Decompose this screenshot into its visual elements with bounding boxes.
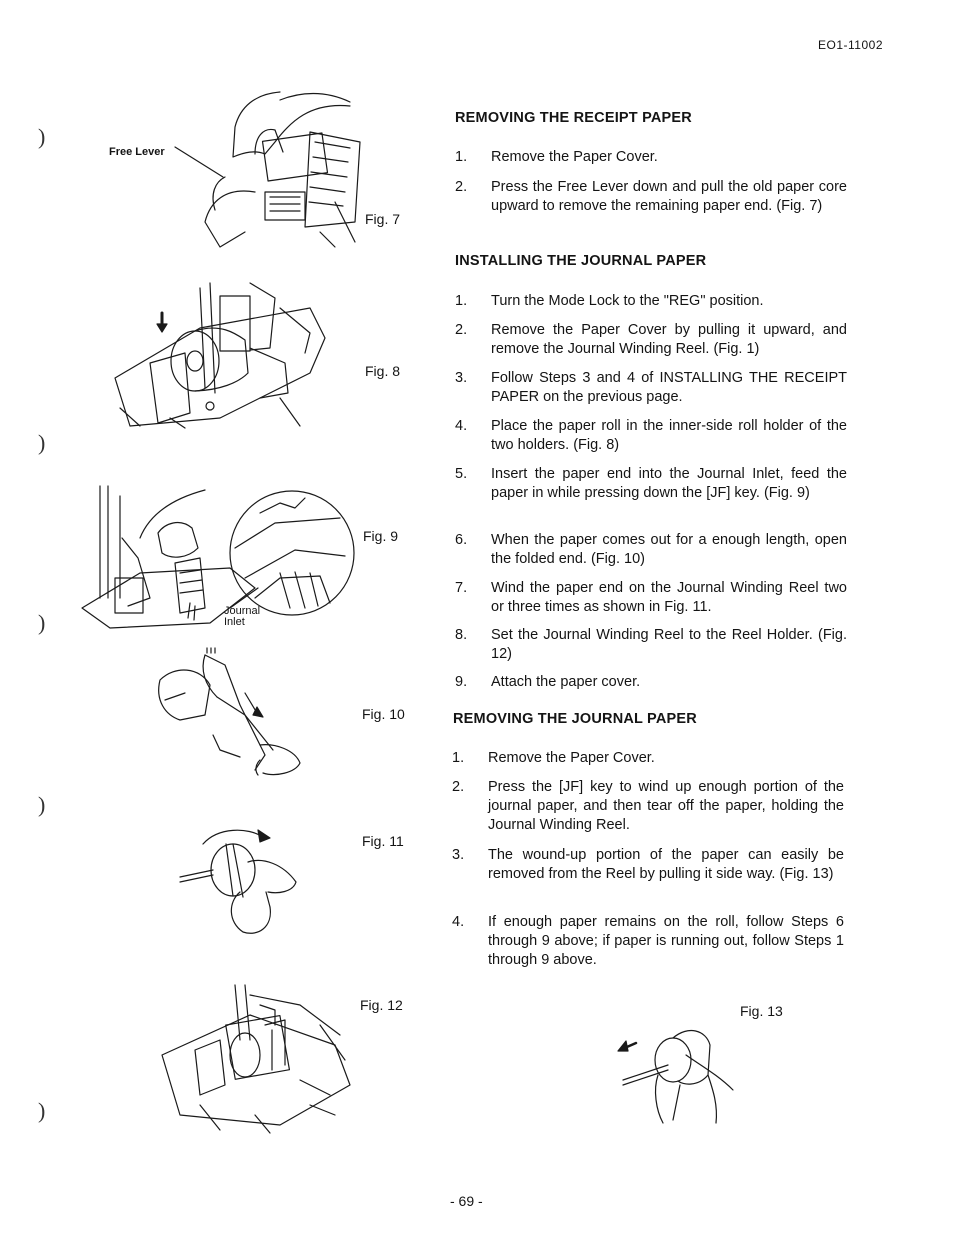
margin-mark-5: ) — [38, 1098, 46, 1123]
fig9-illustration — [80, 478, 360, 643]
step-number: 1. — [452, 750, 465, 766]
step-text: Insert the paper end into the Journal Inlet, feed the paper in while pressing down the [JF] key. (Fig. 9) — [491, 466, 847, 501]
fig10-label: Fig. 10 — [362, 706, 405, 722]
step-text: Set the Journal Winding Reel to the Reel Holder. (Fig. 12) — [491, 627, 847, 662]
journal-inlet-callout-line1: Journal — [224, 605, 261, 617]
step-text: The wound-up portion of the paper can easily be removed from the Reel by pulling it side way. (Fig. 13) — [488, 847, 844, 882]
journal-inlet-callout-line2: Inlet — [224, 616, 245, 628]
fig7-illustration — [105, 82, 365, 252]
step-number: 8. — [455, 627, 468, 643]
step-text: Press the Free Lever down and pull the old paper core upward to remove the remaining paper end. (Fig. 7) — [491, 179, 847, 214]
margin-mark-2: ) — [38, 430, 46, 455]
step-text: Attach the paper cover. — [491, 674, 641, 690]
fig13-label: Fig. 13 — [740, 1003, 783, 1019]
fig11-illustration — [178, 822, 308, 942]
fig9-label: Fig. 9 — [363, 528, 399, 544]
margin-mark-4: ) — [38, 792, 46, 817]
fig8-illustration — [110, 278, 330, 428]
step-text: Remove the Paper Cover. — [491, 149, 658, 165]
step-text: If enough paper remains on the roll, follow Steps 6 through 9 above; if paper is running out, follow Steps 1 through 9 above. — [488, 914, 844, 968]
section-title-removing-journal: REMOVING THE JOURNAL PAPER — [453, 711, 697, 727]
step-number: 2. — [455, 322, 468, 338]
fig12-illustration — [160, 985, 355, 1135]
margin-mark-1: ) — [38, 124, 46, 149]
step-number: 2. — [452, 779, 465, 795]
step-text: Remove the Paper Cover by pulling it upward, and remove the Journal Winding Reel. (Fig. 1) — [491, 322, 847, 357]
step-number: 3. — [455, 370, 468, 386]
fig12-label: Fig. 12 — [360, 997, 403, 1013]
step-text: Place the paper roll in the inner-side roll holder of the two holders. (Fig. 8) — [491, 418, 847, 453]
free-lever-callout: Free Lever — [109, 146, 165, 158]
step-text: Remove the Paper Cover. — [488, 750, 655, 766]
step-number: 4. — [455, 418, 468, 434]
fig10-illustration — [145, 645, 315, 780]
fig11-label: Fig. 11 — [362, 833, 404, 849]
fig8-label: Fig. 8 — [365, 363, 401, 379]
step-text: Wind the paper end on the Journal Winding Reel two or three times as shown in Fig. 11. — [491, 580, 847, 615]
fig7-label: Fig. 7 — [365, 211, 401, 227]
step-number: 2. — [455, 179, 468, 195]
page-number: - 69 - — [450, 1193, 483, 1209]
step-number: 3. — [452, 847, 465, 863]
step-number: 9. — [455, 674, 468, 690]
step-number: 4. — [452, 914, 465, 930]
fig13-illustration — [618, 1015, 743, 1125]
step-text: Follow Steps 3 and 4 of INSTALLING THE RECEIPT PAPER on the previous page. — [491, 370, 847, 405]
step-number: 7. — [455, 580, 468, 596]
margin-mark-3: ) — [38, 610, 46, 635]
journal-inlet-callout — [224, 606, 260, 628]
step-number: 1. — [455, 149, 468, 165]
step-text: Turn the Mode Lock to the "REG" position. — [491, 293, 764, 309]
section-title-removing-receipt: REMOVING THE RECEIPT PAPER — [455, 110, 692, 126]
step-text: Press the [JF] key to wind up enough portion of the journal paper, and then tear off the paper, holding the Journal Winding Reel. — [488, 779, 844, 833]
step-text: When the paper comes out for a enough length, open the folded end. (Fig. 10) — [491, 532, 847, 567]
step-number: 1. — [455, 293, 468, 309]
step-number: 6. — [455, 532, 468, 548]
section-title-installing-journal: INSTALLING THE JOURNAL PAPER — [455, 253, 707, 269]
document-code: EO1-11002 — [818, 38, 883, 52]
step-number: 5. — [455, 466, 468, 482]
